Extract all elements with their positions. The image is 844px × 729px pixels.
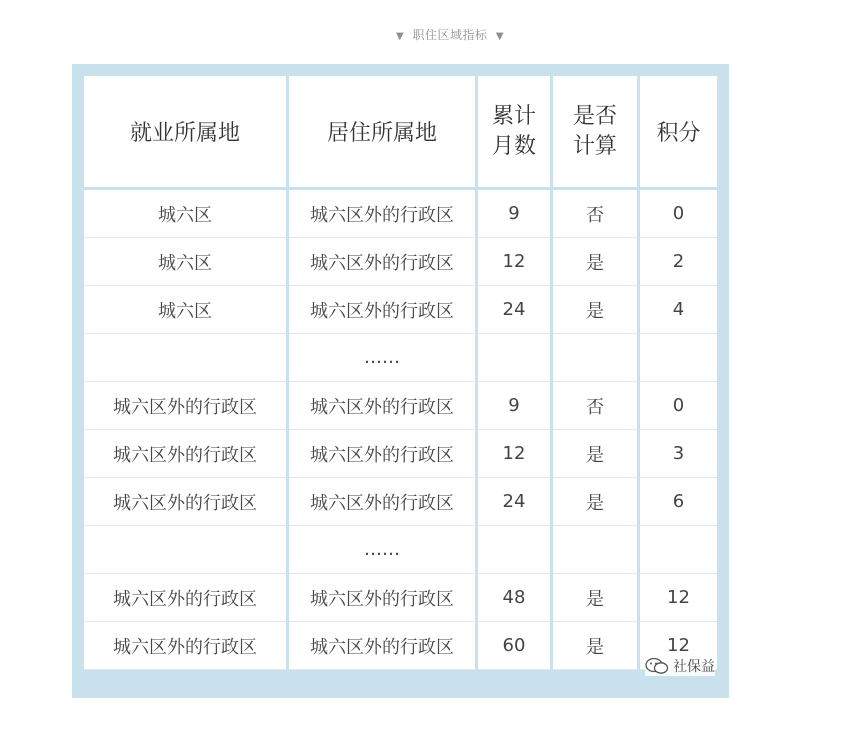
employment-location-cell: 城六区外的行政区: [84, 382, 289, 430]
residence-location-cell: 城六区外的行政区: [289, 238, 478, 286]
counted-cell: 是: [553, 574, 640, 622]
table-caption: [0, 26, 844, 43]
table-row: [84, 382, 717, 430]
indicator-table: [84, 76, 717, 670]
employment-location-cell: 城六区外的行政区: [84, 574, 289, 622]
residence-location-cell: 城六区外的行政区: [289, 430, 478, 478]
residence-location-cell: 城六区外的行政区: [289, 574, 478, 622]
watermark-text: 社保益: [673, 659, 715, 675]
table-row: [84, 622, 717, 670]
months-cell: [478, 334, 553, 382]
residence-location-cell: 城六区外的行政区: [289, 382, 478, 430]
triangle-down-icon: ▼: [395, 31, 405, 42]
points-cell: 12: [640, 574, 717, 622]
header-residence-location: 居住所属地: [289, 76, 478, 190]
employment-location-cell: [84, 334, 289, 382]
residence-location-cell: 城六区外的行政区: [289, 190, 478, 238]
counted-cell: [553, 334, 640, 382]
counted-cell: [553, 526, 640, 574]
counted-cell: 是: [553, 478, 640, 526]
table-row: [84, 334, 717, 382]
residence-location-cell: ……: [289, 334, 478, 382]
points-cell: [640, 334, 717, 382]
points-cell: 2: [640, 238, 717, 286]
months-cell: 48: [478, 574, 553, 622]
counted-cell: 否: [553, 382, 640, 430]
months-cell: 9: [478, 382, 553, 430]
residence-location-cell: ……: [289, 526, 478, 574]
counted-cell: 是: [553, 286, 640, 334]
table-frame: [72, 64, 729, 698]
counted-cell: 是: [553, 238, 640, 286]
table-row: [84, 526, 717, 574]
table-row: [84, 190, 717, 238]
wechat-icon: [645, 657, 669, 675]
header-row: [84, 76, 717, 190]
employment-location-cell: 城六区外的行政区: [84, 622, 289, 670]
points-cell: 4: [640, 286, 717, 334]
triangle-down-icon: ▼: [495, 31, 505, 42]
table-row: [84, 238, 717, 286]
table-row: [84, 478, 717, 526]
months-cell: [478, 526, 553, 574]
points-cell: 3: [640, 430, 717, 478]
employment-location-cell: [84, 526, 289, 574]
counted-cell: 是: [553, 622, 640, 670]
points-cell: [640, 526, 717, 574]
table-row: [84, 430, 717, 478]
counted-cell: 否: [553, 190, 640, 238]
points-cell: 12: [640, 622, 717, 670]
residence-location-cell: 城六区外的行政区: [289, 478, 478, 526]
watermark: [645, 656, 715, 676]
employment-location-cell: 城六区外的行政区: [84, 478, 289, 526]
months-cell: 24: [478, 478, 553, 526]
table-row: [84, 286, 717, 334]
employment-location-cell: 城六区: [84, 238, 289, 286]
header-points: 积分: [640, 76, 717, 190]
residence-location-cell: 城六区外的行政区: [289, 286, 478, 334]
caption-text: 职住区域指标: [412, 28, 488, 42]
months-cell: 60: [478, 622, 553, 670]
header-counted: 是否 计算: [553, 76, 640, 190]
points-cell: 0: [640, 382, 717, 430]
employment-location-cell: 城六区: [84, 190, 289, 238]
points-cell: 6: [640, 478, 717, 526]
months-cell: 24: [478, 286, 553, 334]
table-row: [84, 574, 717, 622]
counted-cell: 是: [553, 430, 640, 478]
months-cell: 9: [478, 190, 553, 238]
months-cell: 12: [478, 238, 553, 286]
months-cell: 12: [478, 430, 553, 478]
employment-location-cell: 城六区: [84, 286, 289, 334]
residence-location-cell: 城六区外的行政区: [289, 622, 478, 670]
header-cumulative-months: 累计 月数: [478, 76, 553, 190]
employment-location-cell: 城六区外的行政区: [84, 430, 289, 478]
header-employment-location: 就业所属地: [84, 76, 289, 190]
points-cell: 0: [640, 190, 717, 238]
